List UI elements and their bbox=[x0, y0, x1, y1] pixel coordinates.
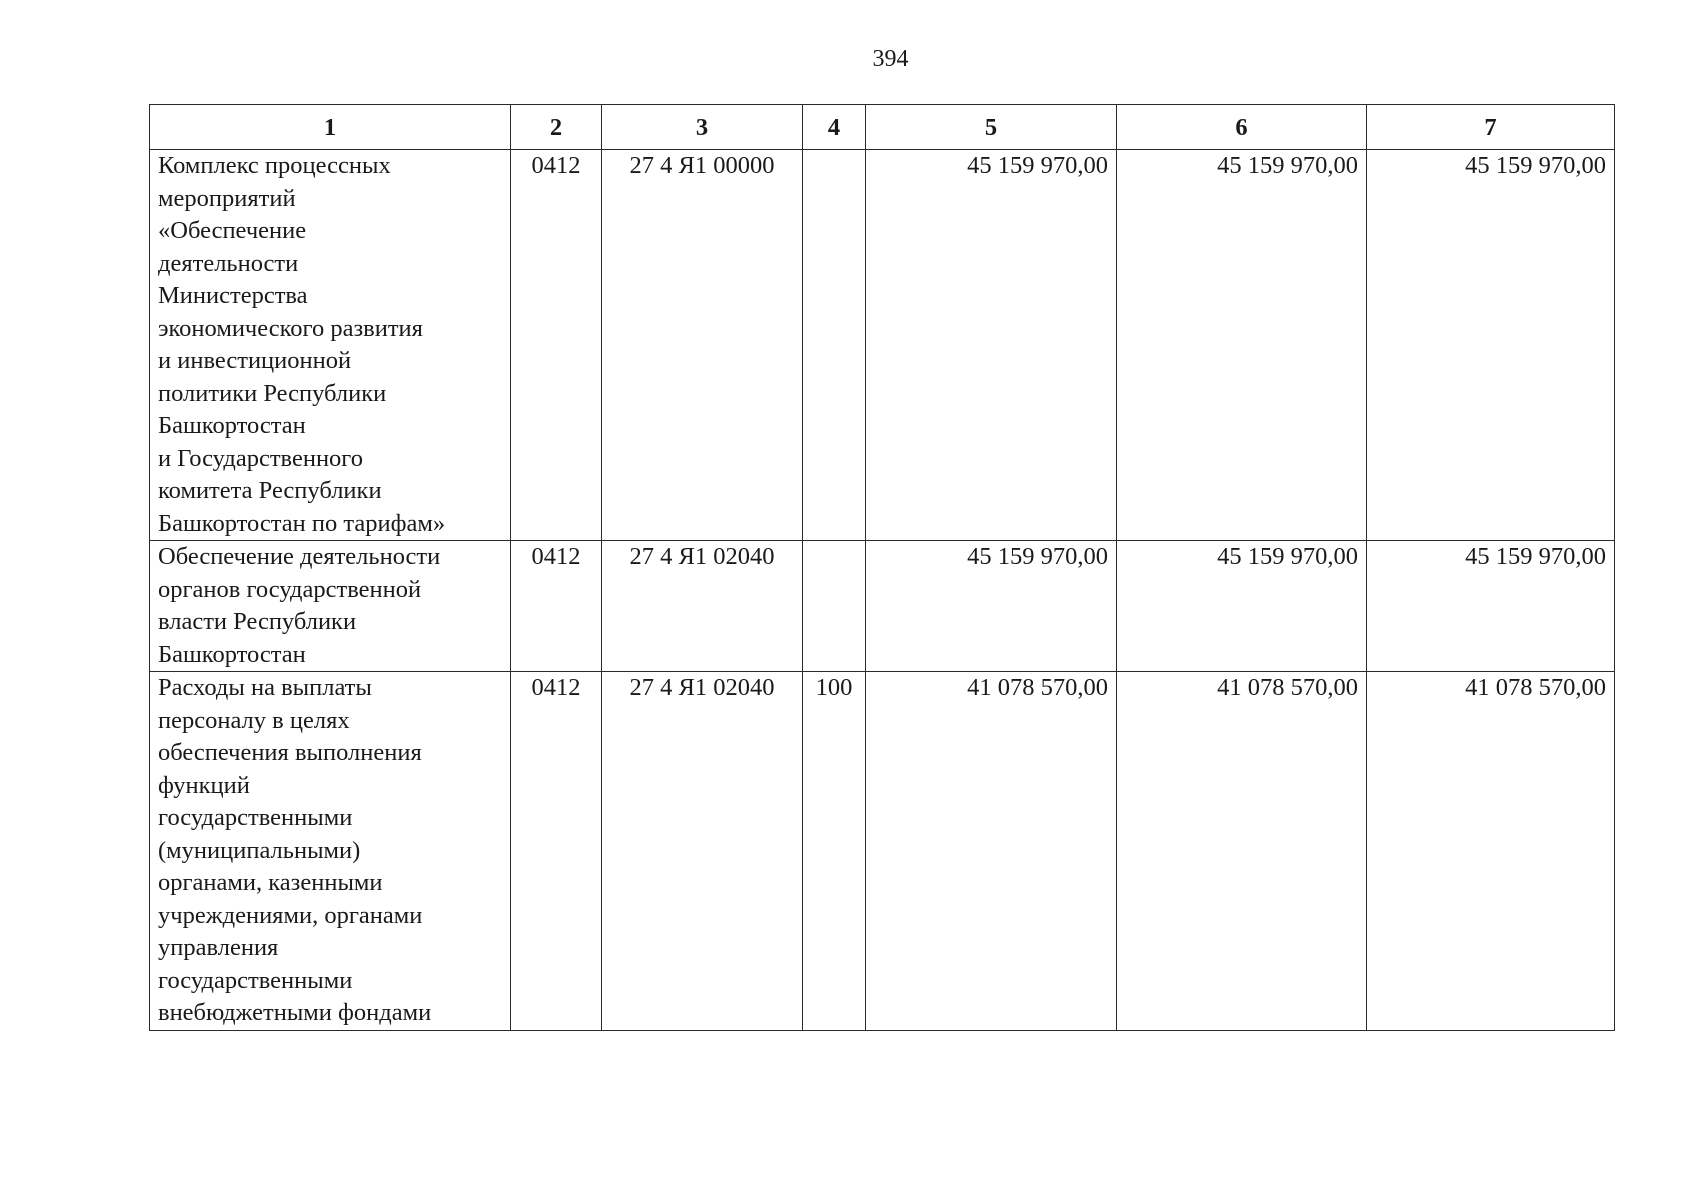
row-expense-type bbox=[803, 541, 866, 672]
row-target-article: 27 4 Я1 02040 bbox=[602, 541, 803, 672]
column-header-6: 6 bbox=[1117, 105, 1367, 150]
column-header-7: 7 bbox=[1367, 105, 1615, 150]
row-section: 0412 bbox=[511, 672, 602, 1031]
row-expense-type bbox=[803, 150, 866, 541]
row-target-article: 27 4 Я1 00000 bbox=[602, 150, 803, 541]
table-row bbox=[150, 150, 1615, 541]
column-header-5: 5 bbox=[866, 105, 1117, 150]
row-amount-7: 45 159 970,00 bbox=[1367, 150, 1615, 541]
table-row bbox=[150, 541, 1615, 672]
row-expense-type: 100 bbox=[803, 672, 866, 1031]
row-section: 0412 bbox=[511, 541, 602, 672]
row-amount-7: 45 159 970,00 bbox=[1367, 541, 1615, 672]
budget-table bbox=[149, 104, 1615, 1031]
row-target-article: 27 4 Я1 02040 bbox=[602, 672, 803, 1031]
table-row bbox=[150, 672, 1615, 1031]
row-name: Комплекс процессных мероприятий «Обеспечение деятельности Министерства экономического развития и инвестиционной политики Республики Башкортостан и Государственного комитета Республики Башкортостан по тарифам» bbox=[150, 150, 511, 541]
header-row bbox=[150, 105, 1615, 150]
row-name: Расходы на выплаты персоналу в целях обеспечения выполнения функций государственными (муниципальными) органами, казенными учреждениями, органами управления государственными внебюджетными фондами bbox=[150, 672, 511, 1031]
column-header-4: 4 bbox=[803, 105, 866, 150]
row-amount-5: 45 159 970,00 bbox=[866, 150, 1117, 541]
page-number: 394 bbox=[872, 46, 909, 72]
row-name: Обеспечение деятельности органов государственной власти Республики Башкортостан bbox=[150, 541, 511, 672]
row-amount-6: 41 078 570,00 bbox=[1117, 672, 1367, 1031]
row-amount-6: 45 159 970,00 bbox=[1117, 150, 1367, 541]
column-header-1: 1 bbox=[150, 105, 511, 150]
row-amount-5: 45 159 970,00 bbox=[866, 541, 1117, 672]
column-header-3: 3 bbox=[602, 105, 803, 150]
row-amount-6: 45 159 970,00 bbox=[1117, 541, 1367, 672]
row-amount-7: 41 078 570,00 bbox=[1367, 672, 1615, 1031]
column-header-2: 2 bbox=[511, 105, 602, 150]
row-amount-5: 41 078 570,00 bbox=[866, 672, 1117, 1031]
row-section: 0412 bbox=[511, 150, 602, 541]
